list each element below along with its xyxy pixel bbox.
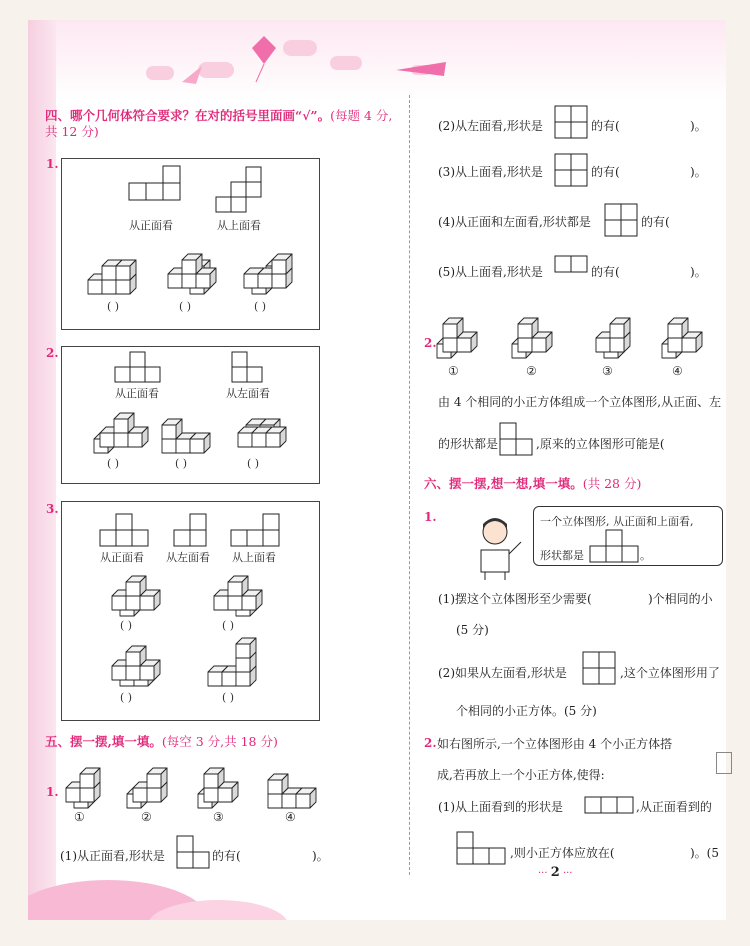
cube-figure xyxy=(160,407,224,455)
question-number: 1. xyxy=(46,785,59,799)
view-grid xyxy=(100,514,154,550)
sub-question-tail: ,则小正方体应放在( xyxy=(510,846,615,860)
boy-icon xyxy=(475,514,525,580)
cube-figure xyxy=(160,248,224,296)
sub-question: (1)摆这个立体图形至少需要( xyxy=(438,592,592,606)
cube-figure xyxy=(104,570,168,618)
sub-question-close: )。 xyxy=(312,849,329,863)
view-label: 从左面看 xyxy=(226,387,270,400)
view-label: 从上面看 xyxy=(232,551,276,564)
figure-label: ④ xyxy=(285,810,296,824)
sub-question: (2)如果从左面看,形状是 xyxy=(438,666,567,680)
question-number: 2. xyxy=(46,346,59,360)
question-number: 1. xyxy=(424,510,437,524)
sub-question-tail: ,这个立体图形用了 xyxy=(620,666,720,680)
sub-question: (5)从上面看,形状是 xyxy=(438,265,543,279)
shape-grid xyxy=(500,423,540,459)
answer-paren[interactable]: ( ) xyxy=(175,457,188,470)
sub-question: (1)从正面看,形状是 xyxy=(60,849,165,863)
sub-question-tail: 的有( xyxy=(591,165,620,179)
question-text: 由 4 个相同的小正方体组成一个立体图形,从正面、左 xyxy=(438,395,722,409)
question-number: 2. xyxy=(424,336,437,350)
sub-question-tail: )个相同的小 xyxy=(648,592,713,606)
cube-figure xyxy=(196,762,246,810)
shape-grid xyxy=(555,106,595,142)
figure-label: ③ xyxy=(602,364,613,378)
column-divider xyxy=(409,95,410,875)
view-grid xyxy=(216,167,286,217)
figure-label: ① xyxy=(74,810,85,824)
cube-figure xyxy=(58,762,108,810)
view-label: 从上面看 xyxy=(217,219,261,232)
answer-paren[interactable]: ( ) xyxy=(222,619,235,632)
sub-question: (2)从左面看,形状是 xyxy=(438,119,543,133)
cube-figure xyxy=(92,407,156,455)
figure-label: ③ xyxy=(213,810,224,824)
cube-figure xyxy=(206,640,270,688)
question-text: 成,若再放上一个小正方体,使得: xyxy=(437,768,605,782)
sub-question-tail: ,从正面看到的 xyxy=(636,800,712,814)
answer-paren[interactable]: ( ) xyxy=(120,619,133,632)
question-text: 的形状都是 xyxy=(438,437,499,451)
view-grid xyxy=(231,514,285,550)
cube-figure xyxy=(230,407,294,455)
figure-label: ① xyxy=(448,364,459,378)
sub-question: (4)从正面和左面看,形状都是 xyxy=(438,215,591,229)
cube-figure xyxy=(206,570,270,618)
question-text: 如右图所示,一个立体图形由 4 个小正方体搭 xyxy=(437,737,673,751)
bubble-text: 形状都是 xyxy=(540,549,584,562)
cube-figure xyxy=(435,308,485,360)
view-grid xyxy=(115,352,175,386)
sub-question-close: )。 xyxy=(690,119,707,133)
shape-grid xyxy=(555,154,595,190)
bubble-text: 。 xyxy=(640,549,651,562)
shape-grid xyxy=(457,832,511,868)
cloud-icon xyxy=(330,56,362,70)
answer-paren[interactable]: ( ) xyxy=(179,300,192,313)
sub-question-close: )。 xyxy=(690,265,707,279)
cube-figure xyxy=(104,640,168,688)
answer-paren[interactable]: ( ) xyxy=(120,691,133,704)
question-number: 3. xyxy=(46,502,59,516)
kite-icon xyxy=(178,64,208,88)
sub-question-tail: 的有( xyxy=(212,849,241,863)
shape-grid xyxy=(555,256,595,292)
cube-figure xyxy=(588,308,638,360)
sub-question-close: )。 xyxy=(690,165,707,179)
section-6-title: 六、摆一摆,想一想,填一填。(共 28 分) xyxy=(424,476,642,491)
cube-figure xyxy=(125,762,175,810)
answer-paren[interactable]: ( ) xyxy=(247,457,260,470)
kite-icon xyxy=(396,60,456,84)
section-5-title: 五、摆一摆,填一填。(每空 3 分,共 18 分) xyxy=(45,734,278,749)
question-number: 1. xyxy=(46,157,59,171)
figure-label: ② xyxy=(526,364,537,378)
bubble-text: 一个立体图形, 从正面和上面看, xyxy=(540,515,694,528)
score-note: (5 分) xyxy=(456,623,489,637)
view-label: 从左面看 xyxy=(166,551,210,564)
shape-grid xyxy=(590,530,644,566)
shape-grid xyxy=(583,652,623,688)
view-grid xyxy=(174,514,214,550)
cube-figure xyxy=(236,248,300,296)
view-label: 从正面看 xyxy=(115,387,159,400)
cloud-icon xyxy=(146,66,174,80)
view-label: 从正面看 xyxy=(129,219,173,232)
answer-paren[interactable]: ( ) xyxy=(222,691,235,704)
header-decoration xyxy=(28,20,726,100)
view-label: 从正面看 xyxy=(100,551,144,564)
question-text: ,原来的立体图形可能是( xyxy=(536,437,665,451)
cube-figure xyxy=(266,762,320,810)
answer-paren[interactable]: ( ) xyxy=(107,457,120,470)
shape-grid xyxy=(177,836,217,872)
figure-label: ② xyxy=(141,810,152,824)
shape-grid xyxy=(585,797,639,817)
answer-paren[interactable]: ( ) xyxy=(107,300,120,313)
view-grid xyxy=(232,352,272,386)
cube-figure xyxy=(510,308,560,360)
sub-question-close: )。(5 xyxy=(690,846,719,860)
view-grid xyxy=(129,166,199,216)
sub-question-tail: 的有( xyxy=(591,119,620,133)
kite-icon xyxy=(250,34,290,74)
page-number: ··· 2 ··· xyxy=(538,865,573,880)
question-number: 2. xyxy=(424,736,437,750)
figure-label: ④ xyxy=(672,364,683,378)
sub-question-tail: 的有( xyxy=(641,215,670,229)
figure-cutoff xyxy=(716,752,732,774)
answer-paren[interactable]: ( ) xyxy=(254,300,267,313)
shape-grid xyxy=(605,204,645,240)
sub-question-tail: 个相同的小正方体。(5 分) xyxy=(456,704,597,718)
sub-question-tail: 的有( xyxy=(591,265,620,279)
cube-figure xyxy=(86,248,150,296)
sub-question: (1)从上面看到的形状是 xyxy=(438,800,563,814)
section-4-title: 四、哪个几何体符合要求？在对的括号里面画“√”。(每题 4 分, 共 12 分) xyxy=(45,108,393,139)
cube-figure xyxy=(660,308,700,360)
sub-question: (3)从上面看,形状是 xyxy=(438,165,543,179)
